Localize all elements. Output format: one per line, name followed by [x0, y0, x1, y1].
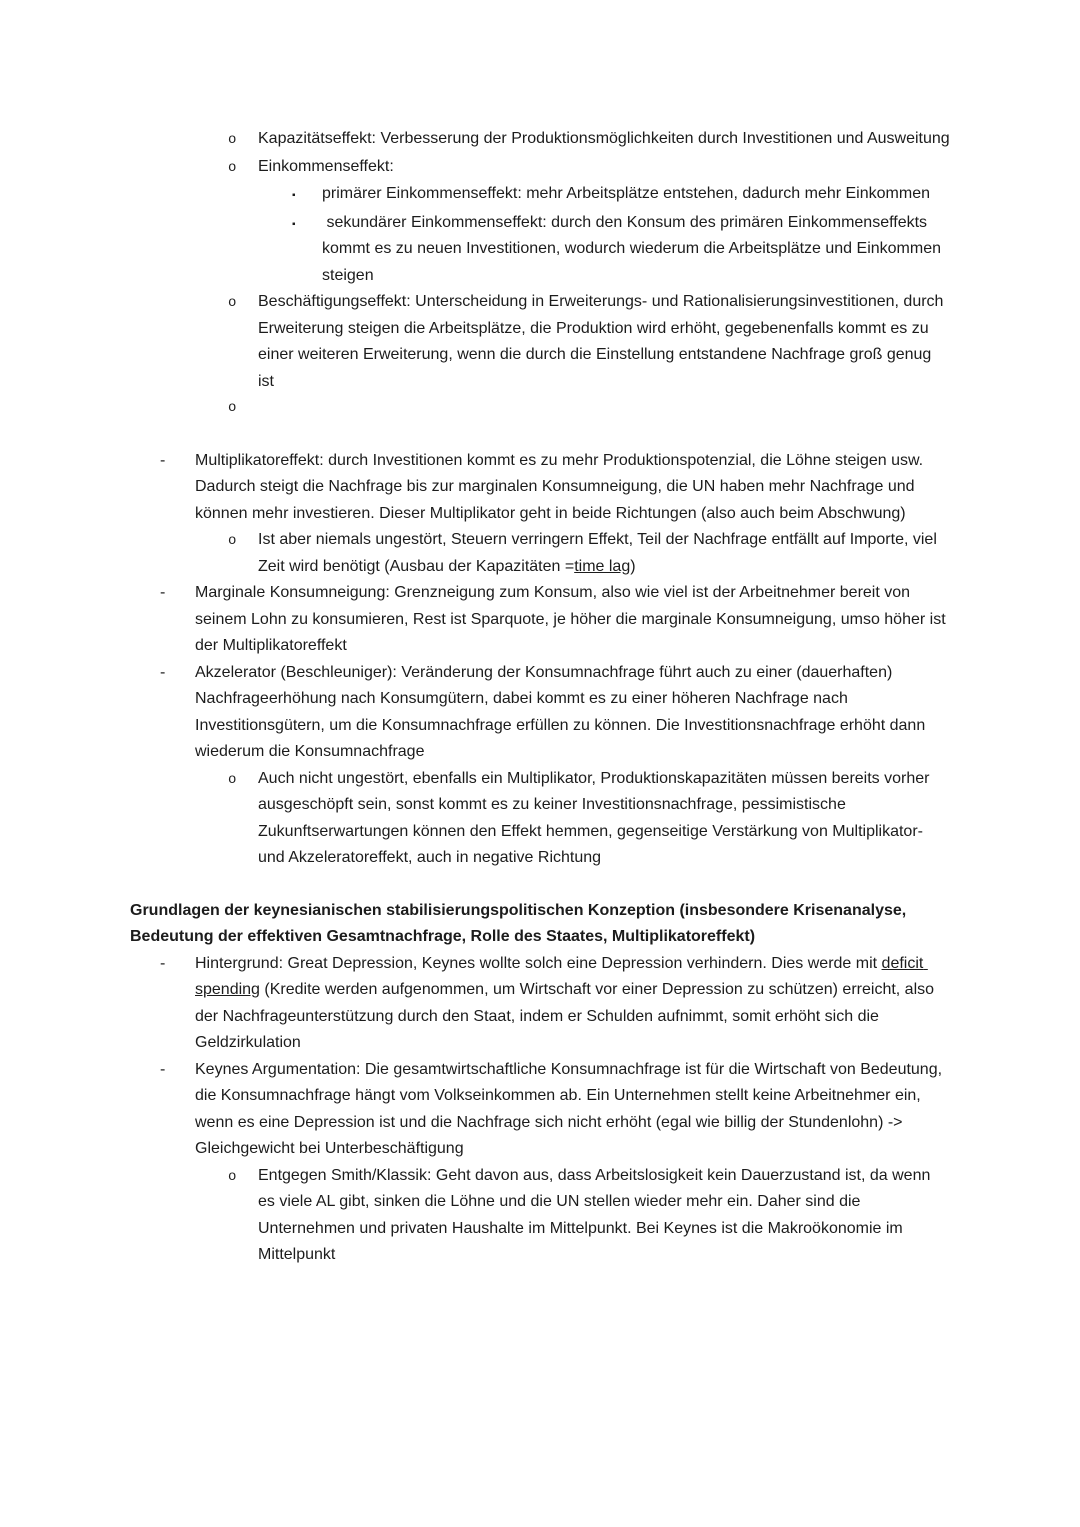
bullet-item — [130, 951, 950, 1057]
bullet-text — [322, 210, 950, 290]
bullet-text — [322, 181, 950, 208]
document-content — [130, 126, 950, 1269]
bullet-item — [130, 660, 950, 766]
bullet-item — [130, 154, 950, 182]
bullet-item — [130, 210, 950, 290]
bullet-item — [130, 580, 950, 660]
text-run: Keynes Argumentation: Die gesamtwirtschaftliche Konsumnachfrage ist für die Wirtschaft von Bedeutung, die Konsumnachfrage hängt vom Volkseinkommen ab. Ein Unternehmen stellt keine Arbeitnehmer ein, wenn es eine Depression ist und die Nachfrage sich nicht erhöht (egal wie billig der Stundenlohn) -> Gleichgewicht bei Unterbeschäftigung — [195, 1060, 947, 1157]
text-run: Multiplikatoreffekt: durch Investitionen kommt es zu mehr Produktionspotenzial, die Löhne steigen usw. Dadurch steigt die Nachfrage bis zur marginalen Konsumneigung, die UN haben mehr Nachfrage und können mehr investieren. Dieser Multiplikator geht in beide Richtungen (also auch beim Abschwung) — [195, 451, 928, 522]
bullet-text — [258, 289, 950, 395]
bullet-item — [130, 527, 950, 580]
bullet-marker: - — [160, 584, 166, 601]
bullet-item — [130, 448, 950, 528]
bullet-marker: ▪ — [292, 190, 296, 201]
text-run: Grundlagen der keynesianischen stabilisierungspolitischen Konzeption (insbesondere Krisenanalyse, Bedeutung der effektiven Gesamtnachfrage, Rolle des Staates, Multiplikatoreffekt) — [130, 901, 911, 945]
bullet-item — [130, 395, 950, 422]
text-run: Beschäftigungseffekt: Unterscheidung in Erweiterungs- und Rationalisierungsinvestitionen, durch Erweiterung steigen die Arbeitsplätze, die Produktion wird erhöht, gegebenenfalls kommt es zu einer weiteren Erweiterung, wenn die durch die Einstellung entstandene Nachfrage groß genug ist — [258, 293, 948, 390]
bullet-text — [258, 154, 950, 181]
text-run: Einkommenseffekt: — [258, 157, 394, 175]
bullet-marker: - — [160, 954, 166, 972]
bullet-marker: o — [228, 400, 237, 416]
bullet-marker: ▪ — [292, 218, 296, 230]
heading-text — [130, 902, 911, 946]
text-run: sekundärer Einkommenseffekt: durch den Konsum des primären Einkommenseffekts kommt es zu neuen Investitionen, wodurch wiederum die Arbeitsplätze und Einkommen steigen — [322, 213, 946, 284]
bullet-marker: o — [228, 533, 237, 549]
text-run: Hintergrund: Great Depression, Keynes wollte solch eine Depression verhindern. Dies werde mit — [195, 954, 882, 972]
bullet-text — [258, 766, 950, 872]
section-heading — [130, 898, 950, 951]
bullet-text — [195, 448, 950, 528]
bullet-marker: o — [228, 295, 237, 311]
bullet-marker: o — [228, 771, 237, 788]
text-run: Entgegen Smith/Klassik: Geht davon aus, dass Arbeitslosigkeit kein Dauerzustand ist, da wenn es viele AL gibt, sinken die Löhne und die UN stellen wieder mehr ein. Daher sind die Unternehmen und privaten Haushalte im Mittelpunkt. Bei Keynes ist die Makroökonomie im Mittelpunkt — [258, 1166, 935, 1263]
bullet-text — [258, 126, 950, 153]
bullet-marker: - — [160, 451, 166, 469]
bullet-item — [130, 289, 950, 395]
bullet-text — [195, 580, 950, 660]
bullet-item — [130, 126, 950, 154]
text-run: ) — [630, 557, 636, 575]
text-run: (Kredite werden aufgenommen, um Wirtschaft vor einer Depression zu schützen) erreicht, also der Nachfrageunterstützung durch den Staat, indem er Schulden aufnimmt, somit erhöht sich die Geldzirkulation — [195, 981, 939, 1051]
bullet-item — [130, 1057, 950, 1163]
bullet-text — [258, 527, 950, 580]
bullet-marker: - — [160, 663, 166, 681]
bullet-item — [130, 181, 950, 210]
bullet-marker: o — [228, 132, 237, 148]
text-run: Ist aber niemals ungestört, Steuern verringern Effekt, Teil der Nachfrage entfällt auf Importe, viel Zeit wird benötigt (Ausbau der Kapazitäten = — [258, 531, 942, 575]
text-run: Marginale Konsumneigung: Grenzneigung zum Konsum, also wie viel ist der Arbeitnehmer bereit von seinem Lohn zu konsumieren, Rest ist Sparquote, je höher die marginale Konsumneigung, umso höher ist der Multiplikatoreffekt — [195, 584, 951, 654]
bullet-text — [195, 1057, 950, 1163]
underlined-term: time lag — [574, 557, 631, 575]
bullet-text — [258, 1163, 950, 1269]
underlined-term: deficit spending — [195, 954, 928, 998]
bullet-marker: o — [228, 159, 237, 176]
text-run: Kapazitätseffekt: Verbesserung der Produktionsmöglichkeiten durch Investitionen und Ausweitung — [258, 130, 950, 147]
bullet-item — [130, 1163, 950, 1269]
text-run: Auch nicht ungestört, ebenfalls ein Multiplikator, Produktionskapazitäten müssen bereits vorher ausgeschöpft sein, sonst kommt es zu keiner Investitionsnachfrage, pessimistische Zukunftserwartungen können den Effekt hemmen, gegenseitige Verstärkung von Multiplikator- und Akzeleratoreffekt, auch in negative Richtung — [258, 769, 934, 866]
text-run: Akzelerator (Beschleuniger): Veränderung der Konsumnachfrage führt auch zu einer (dauerhaften) Nachfrageerhöhung nach Konsumgütern, dabei kommt es zu einer höheren Nachfrage nach Investitionsgütern, um die Konsumnachfrage erfüllen zu können. Die Investitionsnachfrage erhöht dann wiederum die Konsumnachfrage — [195, 663, 930, 760]
bullet-text — [195, 951, 950, 1057]
bullet-text — [195, 660, 950, 766]
bullet-item — [130, 766, 950, 872]
bullet-marker: o — [228, 1168, 237, 1185]
text-run: primärer Einkommenseffekt: mehr Arbeitsplätze entstehen, dadurch mehr Einkommen — [322, 185, 930, 202]
bullet-marker: - — [160, 1060, 166, 1078]
